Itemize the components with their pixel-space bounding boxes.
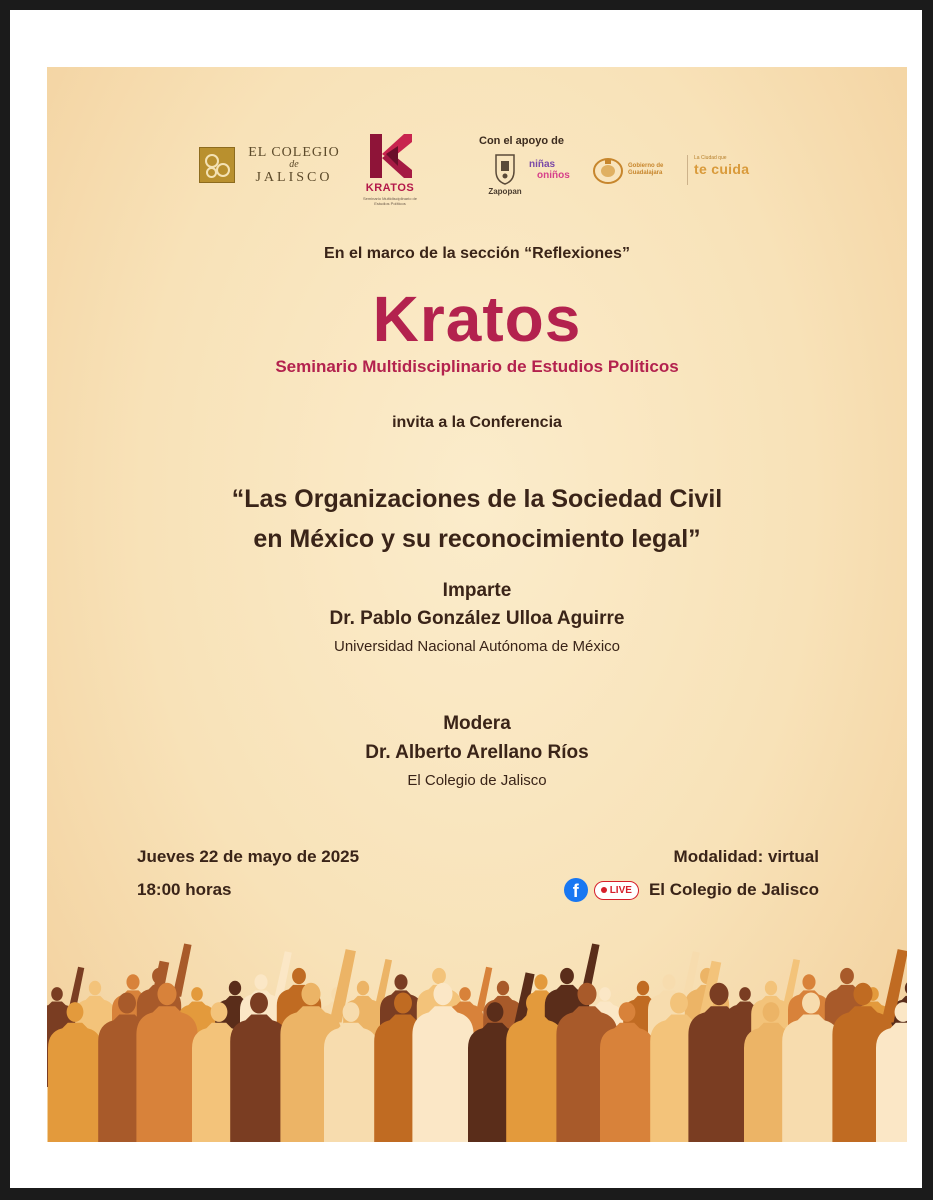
crowd-figure-head xyxy=(599,987,611,1001)
crowd-figure-head xyxy=(126,974,139,989)
crowd-figure-head xyxy=(459,987,471,1001)
te-cuida-logo xyxy=(687,155,764,185)
guadalajara-line2: Guadalajara xyxy=(628,170,663,176)
crowd-figure-head xyxy=(577,983,596,1005)
crowd-figure-head xyxy=(560,968,574,984)
live-channel-name: El Colegio de Jalisco xyxy=(648,880,819,899)
crowd-figure-head xyxy=(619,1002,636,1022)
crowd-figure-head xyxy=(191,987,203,1001)
colegio-de-jalisco-logo xyxy=(199,145,344,187)
crowd-figure-head xyxy=(765,981,777,996)
guadalajara-label xyxy=(628,163,663,177)
crowd-figure-head xyxy=(301,983,320,1005)
page-frame xyxy=(10,10,922,1188)
crowd-figure-head xyxy=(250,992,268,1013)
kratos-logo-subtitle: Seminario Multidisciplinario de Estudios Políticos xyxy=(362,196,418,206)
crowd-figure-body xyxy=(876,1023,907,1142)
kratos-k-icon xyxy=(368,132,412,180)
te-cuida-big: te cuida xyxy=(694,161,750,177)
crowd-figure-head xyxy=(637,981,649,996)
live-dot-icon xyxy=(601,887,607,893)
zapopan-logo xyxy=(485,153,523,197)
crowd-figure-head xyxy=(739,987,751,1001)
crowd-figure-body xyxy=(506,1015,564,1142)
zapopan-label: Zapopan xyxy=(488,187,522,196)
crowd-figure-head xyxy=(118,992,136,1013)
guadalajara-logo xyxy=(592,157,682,187)
crowd-figure-head xyxy=(357,981,369,996)
event-modality: Modalidad: virtual xyxy=(673,847,819,866)
speaker-role: Imparte xyxy=(442,580,512,601)
kratos-logo-word: KRATOS xyxy=(365,182,415,194)
colegio-logo-line2: de xyxy=(289,159,299,170)
kratos-logo xyxy=(362,132,442,212)
crowd-figure-head xyxy=(211,1002,228,1022)
event-time: 18:00 horas xyxy=(137,880,232,899)
crowd-figure-head xyxy=(229,981,241,996)
crowd-figure-head xyxy=(433,983,452,1005)
speaker-institution: Universidad Nacional Autónoma de México xyxy=(334,638,620,655)
ninos-label: oniños xyxy=(537,170,570,181)
crowd-figure-body xyxy=(782,1015,840,1142)
live-badge-label: LIVE xyxy=(609,884,632,896)
kratos-title: Kratos xyxy=(372,283,582,355)
crowd-figure-head xyxy=(394,992,412,1013)
crowd-figure-head xyxy=(394,974,407,989)
crowd-figure-body xyxy=(600,1023,654,1142)
ninas-ninos-logo xyxy=(529,159,581,193)
colegio-logo-line3: JALISCO xyxy=(255,170,333,185)
event-poster xyxy=(47,67,907,1142)
crowd-illustration xyxy=(47,937,907,1142)
crowd-figure-head xyxy=(662,974,675,989)
event-date: Jueves 22 de mayo de 2025 xyxy=(137,847,360,866)
zapopan-shield-icon xyxy=(494,153,516,185)
crowd-figure-head xyxy=(853,983,872,1005)
crowd-figure-head xyxy=(487,1002,504,1022)
facebook-live-link[interactable] xyxy=(564,876,819,904)
crowd-figure-head xyxy=(67,1002,84,1022)
crowd-figure-head xyxy=(254,974,267,989)
crowd-figure-head xyxy=(157,983,176,1005)
crowd-figure-body xyxy=(136,1006,197,1142)
crowd-figure-head xyxy=(432,968,446,984)
crowd-figure-head xyxy=(526,992,544,1013)
crowd-figure-body xyxy=(324,1023,378,1142)
crowd-figure-head xyxy=(709,983,728,1005)
colegio-logo-text xyxy=(239,145,349,185)
guadalajara-line1: Gobierno de xyxy=(628,163,664,169)
colegio-logo-line1: EL COLEGIO xyxy=(248,145,340,160)
conference-title-line1: “Las Organizaciones de la Sociedad Civil xyxy=(231,485,723,513)
crowd-figure-head xyxy=(343,1002,360,1022)
crowd-figure-head xyxy=(534,974,547,989)
crowd-figure-body xyxy=(412,1006,473,1142)
crowd-figure-body xyxy=(230,1015,288,1142)
support-label: Con el apoyo de xyxy=(479,135,564,147)
invitation-line: invita a la Conferencia xyxy=(392,414,562,431)
conference-title-line2: en México y su reconocimiento legal” xyxy=(253,525,701,553)
seminario-subtitle: Seminario Multidisciplinario de Estudios Políticos xyxy=(275,357,679,376)
crowd-figure-head xyxy=(763,1002,780,1022)
live-badge xyxy=(594,881,639,900)
moderator-institution: El Colegio de Jalisco xyxy=(407,772,547,789)
crowd-figure-head xyxy=(51,987,63,1001)
moderator-role: Modera xyxy=(443,713,511,734)
crowd-figure-head xyxy=(905,981,907,996)
colegio-emblem-icon xyxy=(199,147,235,183)
speaker-name: Dr. Pablo González Ulloa Aguirre xyxy=(329,608,625,629)
crowd-figure-head xyxy=(840,968,854,984)
guadalajara-crest-icon xyxy=(592,157,624,185)
ninas-label: niñas xyxy=(529,159,556,170)
crowd-figure-body xyxy=(688,1006,749,1142)
te-cuida-small: La Ciudad que xyxy=(694,155,727,161)
section-context: En el marco de la sección “Reflexiones” xyxy=(324,245,630,262)
moderator-name: Dr. Alberto Arellano Ríos xyxy=(365,742,589,763)
crowd-figure-head xyxy=(802,992,820,1013)
crowd-figure-head xyxy=(292,968,306,984)
crowd-figure-body xyxy=(48,1023,102,1142)
facebook-icon: f xyxy=(564,878,588,902)
crowd-figure-head xyxy=(89,981,101,996)
crowd-figure-head xyxy=(670,992,688,1013)
crowd-figure-head xyxy=(497,981,509,996)
crowd-figure-head xyxy=(802,974,815,989)
